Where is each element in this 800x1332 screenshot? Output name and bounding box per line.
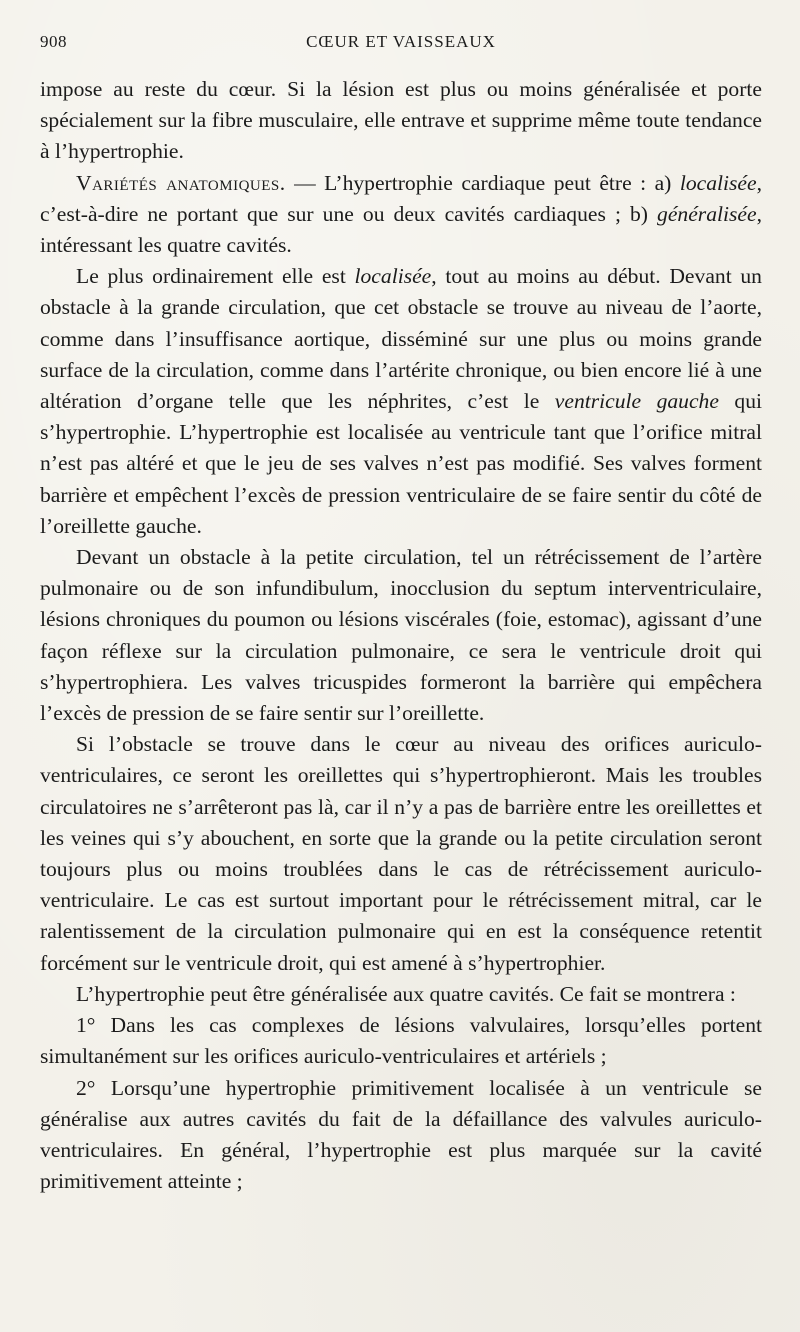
paragraph-8-text: 2° Lorsqu’une hypertrophie primitivement localisée à un ventricule se généralise aux autres cavités du fait de la défaillance des valvules auriculo-ventriculaires. En général, l’hypertrophie est plus marquée sur la cavité primitivement atteinte ; <box>40 1075 762 1194</box>
paragraph-3-text-b: , tout au moins au début. Devant un obstacle à la grande circulation, que cet obstacle se trouve au niveau de l’aorte, comme dans l’insuffisance aortique, disséminé sur une plus ou moins grande surface de la circulation, comme dans l’artérite chronique, ou bien encore lié à une altération d’organe telle que les néphrites, c’est le <box>40 264 762 414</box>
paragraph-1 <box>40 74 762 168</box>
paragraph-6-text: L’hypertrophie peut être généralisée aux quatre cavités. Ce fait se montrera : <box>76 981 736 1006</box>
section-heading: Variétés anatomiques. <box>76 170 286 195</box>
paragraph-6 <box>40 979 762 1010</box>
term-ventricule-gauche: ventricule gauche <box>554 389 719 414</box>
paragraph-2 <box>40 168 762 262</box>
paragraph-4 <box>40 542 762 729</box>
paragraph-3 <box>40 261 762 542</box>
term-localisee: localisée <box>679 170 757 195</box>
paragraph-3-text-c: qui s’hypertrophie. L’hypertrophie est localisée au ventricule tant que l’orifice mitral n’est pas altéré et que le jeu de ses valves n’est pas modifié. Ses valves forment barrière et empêchent l’excès de pression ventriculaire de se faire sentir du côté de l’oreillette gauche. <box>40 389 762 538</box>
paragraph-3-text-a: Le plus ordinairement elle est <box>76 264 355 289</box>
term-generalisee: généralisée <box>657 201 757 226</box>
paragraph-5 <box>40 729 762 979</box>
term-localisee-2: localisée <box>354 264 432 289</box>
paragraph-8 <box>40 1073 762 1198</box>
paragraph-1-text: impose au reste du cœur. Si la lésion est plus ou moins généralisée et porte spécialement sur la fibre musculaire, elle entrave et supprime même toute tendance à l’hypertrophie. <box>40 77 762 164</box>
paragraph-4-text: Devant un obstacle à la petite circulation, tel un rétrécissement de l’artère pulmonaire ou de son infundibulum, inocclusion du septum interventriculaire, lésions chroniques du poumon ou lésions viscérales (foie, estomac), agissant d’une façon réflexe sur la circulation pulmonaire, ce sera le ventricule droit qui s’hypertrophiera. Les valves tricuspides formeront la barrière qui empêchera l’excès de pression de se faire sentir sur l’oreillette. <box>40 545 762 726</box>
paragraph-5-text: Si l’obstacle se trouve dans le cœur au niveau des orifices auriculo-ventriculaires, ce seront les oreillettes qui s’hypertrophieront. Mais les troubles circulatoires ne s’arrêteront pas là, car il n’y a pas de barrière entre les oreillettes et les veines qui s’y abouchent, en sorte que la grande ou la petite circulation seront toujours plus ou moins troublées dans le cas de rétrécissement auriculo-ventriculaire. Le cas est surtout important pour le rétrécissement mitral, car le ralentissement de la circulation pulmonaire qui en est la conséquence retentit forcément sur le ventricule droit, qui est amené à s’hypertrophier. <box>40 732 762 975</box>
paragraph-2-text-b: , c’est-à-dire ne portant que sur une ou deux cavités cardiaques ; b) <box>40 170 762 226</box>
running-title: CŒUR ET VAISSEAUX <box>306 32 496 51</box>
body-text <box>40 74 762 1197</box>
paragraph-7 <box>40 1010 762 1072</box>
page-header <box>40 22 762 56</box>
paragraph-2-text-a: — L’hypertrophie cardiaque peut être : a) <box>285 170 680 195</box>
page-number: 908 <box>40 32 67 51</box>
paragraph-7-text: 1° Dans les cas complexes de lésions valvulaires, lorsqu’elles portent simultanément sur les orifices auriculo-ventriculaires et artériels ; <box>40 1013 762 1069</box>
paragraph-2-text-c: , intéressant les quatre cavités. <box>40 201 762 258</box>
